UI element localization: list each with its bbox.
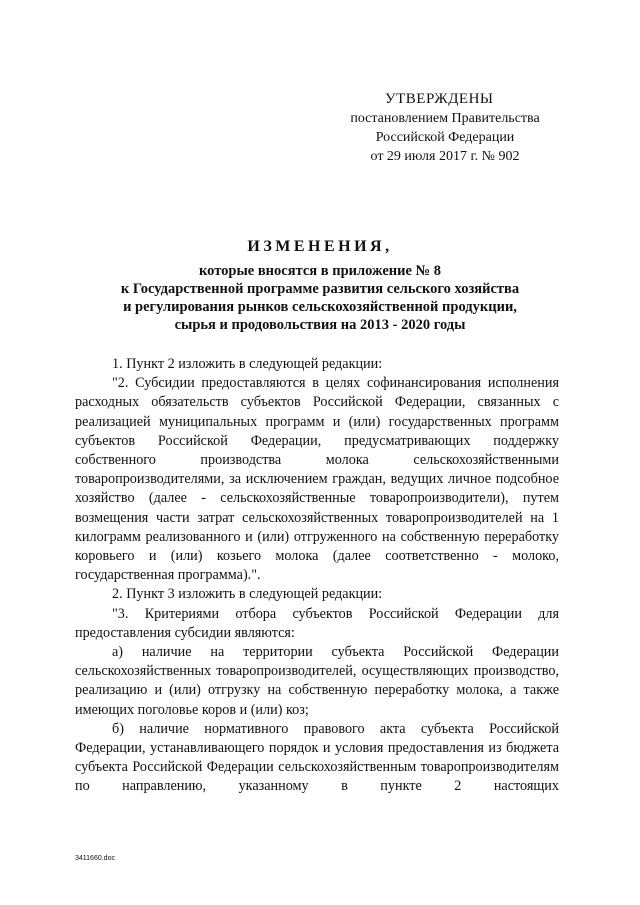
title-main: ИЗМЕНЕНИЯ, bbox=[247, 238, 393, 255]
title-subline: сырья и продовольствия на 2013 - 2020 годы bbox=[174, 317, 466, 333]
paragraph: "2. Субсидии предоставляются в целях софинансирования исполнения расходных обязательств субъектов Российской Федерации, связанных с реализацией муниципальных программ и (или) государственных программ субъектов Российской Федерации, предусматривающих поддержку собственного производства молока сельскохозяйственными товаропроизводителями, за исключением граждан, ведущих личное подсобное хозяйство (далее - сельскохозяйственные товаропроизводители), путем возмещения части затрат сельскохозяйственных товаропроизводителей на 1 килограмм реализованного и (или) отгруженного на собственную переработку коровьего и (или) козьего молока (далее соответственно - молоко, государственная программа).". bbox=[75, 375, 559, 584]
paragraph: "3. Критериями отбора субъектов Российской Федерации для предоставления субсидии являются: bbox=[75, 605, 559, 641]
approval-line-1: постановлением Правительства bbox=[350, 111, 540, 126]
approval-heading: УТВЕРЖДЕНЫ bbox=[385, 91, 494, 107]
approval-line-3: от 29 июля 2017 г. № 902 bbox=[370, 149, 520, 164]
paragraph: 2. Пункт 3 изложить в следующей редакции: bbox=[112, 586, 383, 603]
title-subline: и регулирования рынков сельскохозяйственной продукции, bbox=[123, 299, 517, 315]
document-title bbox=[60, 238, 580, 334]
title-subline: которые вносятся в приложение № 8 bbox=[199, 263, 441, 279]
approval-block bbox=[330, 90, 560, 166]
approval-line-2: Российской Федерации bbox=[375, 130, 515, 145]
paragraph: 1. Пункт 2 изложить в следующей редакции: bbox=[112, 356, 383, 372]
file-name-footer: 3411660.doc bbox=[75, 855, 115, 862]
title-subline: к Государственной программе развития сельского хозяйства bbox=[120, 281, 520, 297]
paragraph: б) наличие нормативного правового акта субъекта Российской Федерации, устанавливающего порядок и условия предоставления из бюджета субъекта Российской Федерации сельскохозяйственным товаропроизводителям по направлению, указанному в пункте 2 настоящих bbox=[75, 720, 559, 795]
document-body bbox=[75, 355, 559, 797]
paragraph: а) наличие на территории субъекта Российской Федерации сельскохозяйственных товаропроизводителей, осуществляющих производство, реализацию и (или) отгрузку на собственную переработку молока, а также имеющих поголовье коров и (или) коз; bbox=[75, 644, 559, 718]
